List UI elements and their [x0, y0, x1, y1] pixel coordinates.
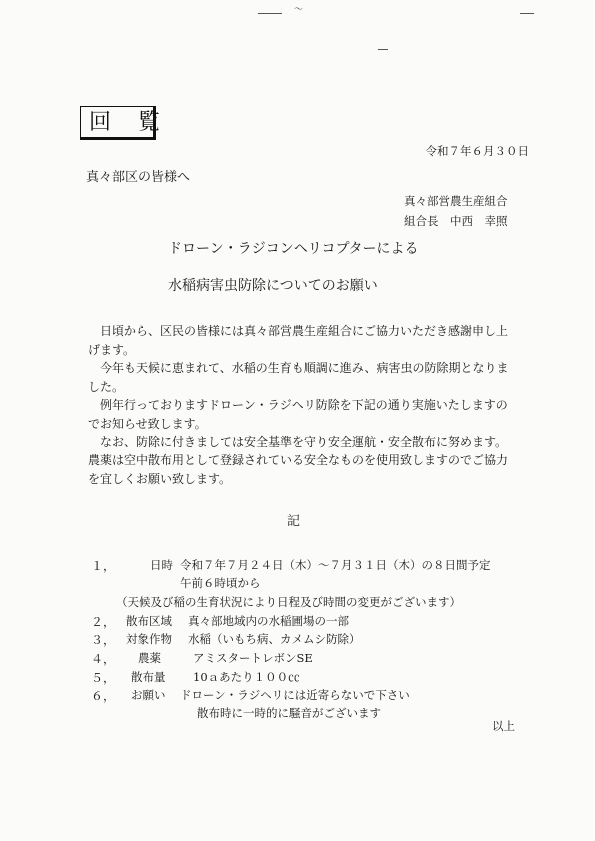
- body-paragraph: 今年も天候に恵まれて、水稲の生育も順調に進み、病害虫の防除期となりました。: [88, 361, 509, 394]
- scan-mark: [378, 49, 388, 50]
- item-label: お願い: [131, 688, 166, 702]
- item-value: 10ａあたり１００㏄: [193, 670, 300, 684]
- sender-representative: 組合長 中西 幸照: [404, 214, 508, 228]
- sender-organization: 真々部営農生産組合: [404, 194, 508, 208]
- body-paragraph: 農薬は空中散布用として登録されている安全なものを使用致しますのでご協力を宜しくお願い致します。: [88, 453, 509, 486]
- item-number: ６，: [91, 689, 116, 703]
- item-continuation: 散布時に一時的に騒音がございます: [197, 706, 381, 720]
- scan-mark: 〜: [294, 5, 304, 15]
- document-date: 令和７年６月３０日: [425, 144, 529, 158]
- item-label: 散布区域: [126, 614, 172, 628]
- document-title-line-1: ドローン・ラジコンヘリコプターによる: [168, 241, 419, 257]
- circular-stamp-text: 回 覧: [89, 110, 170, 135]
- item-value: 令和７年７月２４日（木）〜７月３１日（木）の８日間予定: [180, 558, 491, 572]
- item-label: 対象作物: [126, 632, 172, 646]
- ki-heading: 記: [287, 514, 301, 529]
- document-title-line-2: 水稲病害虫防除についてのお願い: [168, 278, 378, 294]
- addressee: 真々部区の皆様へ: [86, 170, 191, 185]
- item-number: １，: [91, 559, 116, 573]
- item-number: ２，: [91, 615, 116, 629]
- item-label: 散布量: [131, 670, 166, 684]
- item-value: 真々部地域内の水稲圃場の一部: [188, 614, 349, 628]
- closing-ijo: 以上: [492, 719, 515, 733]
- item-number: ３，: [91, 633, 116, 647]
- item-value: ドローン・ラジヘリには近寄らないで下さい: [180, 688, 410, 702]
- item-label: 日時: [150, 558, 173, 572]
- item-value: 水稲（いもち病、カメムシ防除）: [188, 632, 361, 646]
- item-label: 農薬: [138, 651, 161, 665]
- item-number: ４，: [91, 652, 116, 666]
- item-continuation: 午前６時頃から: [180, 576, 261, 590]
- scan-mark: [520, 13, 534, 14]
- body-paragraph: なお、防除に付きましては安全基準を守り安全運航・安全散布に努めます。: [100, 435, 508, 449]
- item-value: アミスタートレボンSE: [193, 651, 313, 665]
- circular-stamp: [80, 106, 170, 140]
- scan-mark: [258, 13, 282, 14]
- body-paragraph: 例年行っておりますドローン・ラジヘリ防除を下記の通り実施いたしますのでお知らせ致します。: [88, 398, 508, 431]
- item-note: （天候及び稲の生育状況により日程及び時間の変更がございます）: [116, 595, 461, 609]
- item-number: ５，: [91, 671, 116, 685]
- body-paragraph: 日頃から、区民の皆様には真々部営農生産組合にご協力いただき感謝申し上げます。: [88, 324, 509, 357]
